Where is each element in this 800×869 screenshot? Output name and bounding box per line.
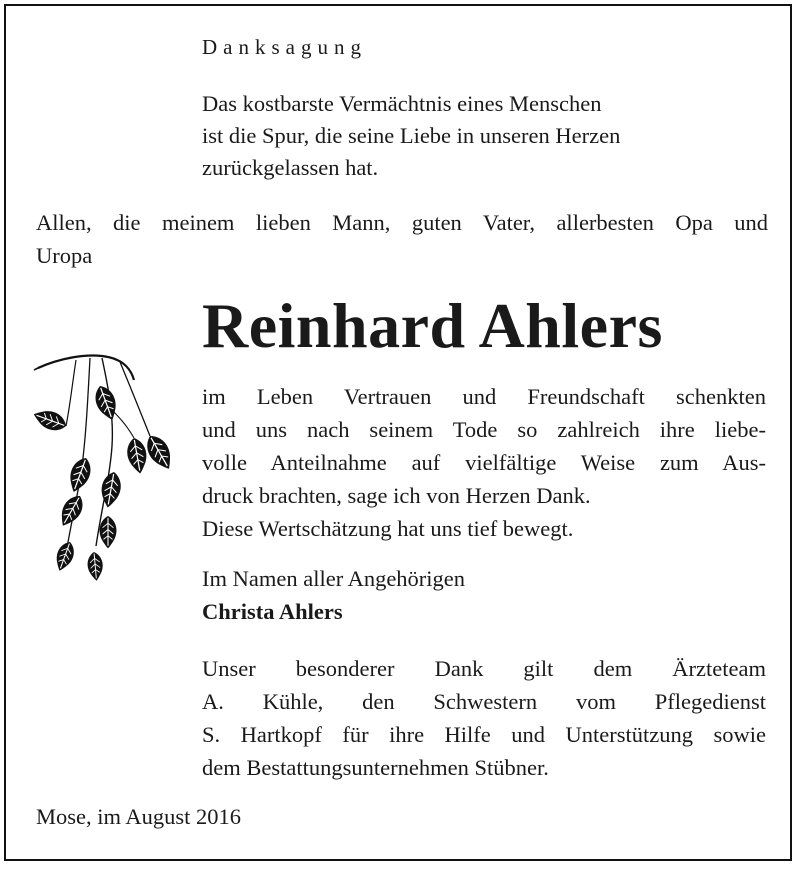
birch-branch-icon xyxy=(30,346,190,586)
special-thanks-line: dem Bestattungsunternehmen Stübner. xyxy=(202,755,549,780)
special-thanks-line: Unser besonderer Dank gilt dem Ärzteteam xyxy=(202,656,766,681)
special-thanks-paragraph xyxy=(202,652,766,784)
thanks-line: volle Anteilnahme auf vielfältige Weise zum Aus- xyxy=(202,450,766,475)
special-thanks-line: S. Hartkopf für ihre Hilfe und Unterstützung sowie xyxy=(202,722,766,747)
thanks-line: Diese Wertschätzung hat uns tief bewegt. xyxy=(202,516,574,541)
quote-line: Das kostbarste Vermächtnis eines Menschen xyxy=(202,91,602,116)
thanks-line: im Leben Vertrauen und Freundschaft schenkten xyxy=(202,384,766,409)
intro-line: Uropa xyxy=(36,243,93,268)
intro-line: Allen, die meinem lieben Mann, guten Vater, allerbesten Opa und xyxy=(36,210,768,235)
thanks-paragraph xyxy=(202,380,766,545)
memorial-quote xyxy=(202,88,782,184)
place-date: Mose, im August 2016 xyxy=(36,804,242,829)
signature-intro: Im Namen aller Angehörigen xyxy=(202,566,466,591)
quote-line: ist die Spur, die seine Liebe in unseren Herzen xyxy=(202,123,621,148)
quote-line: zurückgelassen hat. xyxy=(202,155,379,180)
thanks-line: druck brachten, sage ich von Herzen Dank. xyxy=(202,483,591,508)
signature-block xyxy=(202,562,766,628)
signer-name: Christa Ahlers xyxy=(202,599,343,624)
notice-heading: Danksagung xyxy=(202,35,367,59)
thanks-line: und uns nach seinem Tode so zahlreich ihre liebe- xyxy=(202,417,766,442)
intro-paragraph xyxy=(36,206,768,272)
special-thanks-line: A. Kühle, den Schwestern vom Pflegedienst xyxy=(202,689,766,714)
deceased-name: Reinhard Ahlers xyxy=(202,290,663,361)
